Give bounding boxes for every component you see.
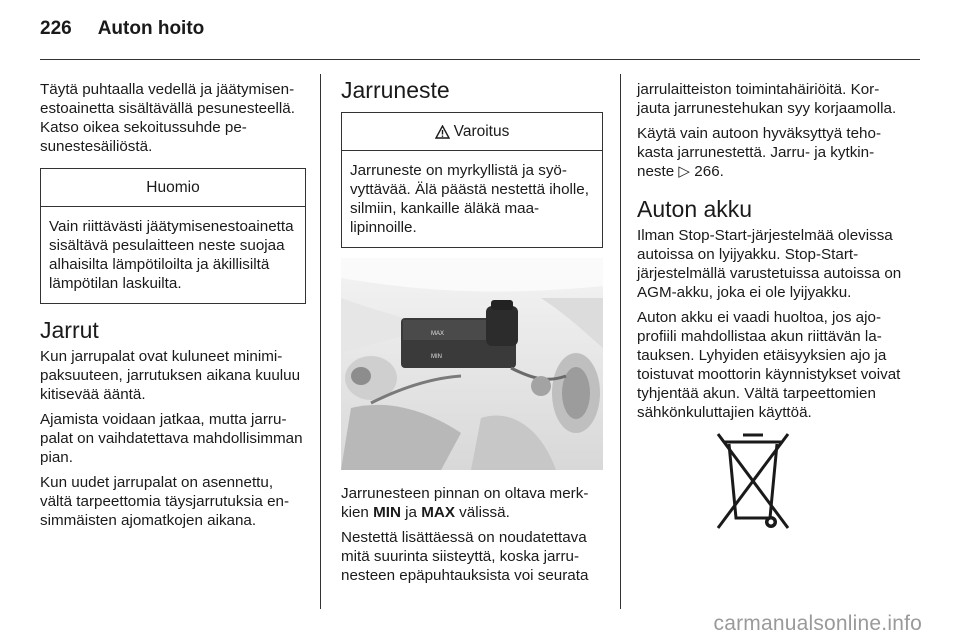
section-heading-battery: Auton akku [637, 196, 753, 222]
text-segment: ja [400, 504, 422, 521]
approved-fluid-paragraph [637, 124, 903, 181]
crossed-out-wheelie-bin-icon [713, 430, 793, 536]
brakes-paragraph-3: Kun uudet jarrupalat on asennettu, vältä tarpeettomia täysjarrutuksia ensimmäisten ajomatkojen aikana. [40, 474, 290, 529]
column-right [637, 80, 903, 536]
photo-max-label: MAX [431, 331, 445, 337]
page-number: 226 [40, 18, 72, 39]
warning-triangle-icon [435, 125, 450, 139]
note-title: Huomio [41, 169, 305, 207]
note-box [40, 168, 306, 304]
section-heading-brake-fluid: Jarruneste [341, 77, 450, 103]
note-body: Vain riittävästi jäätymisenestoainetta sisältävä pesulaitteen neste suojaa alhaisilta lämpötiloilta ja äkillisiltä lämpötilan laskuilta. [49, 218, 294, 292]
text-segment: . [719, 163, 724, 180]
photo-min-label: MIN [431, 354, 442, 360]
column-divider [320, 74, 321, 609]
max-mark: MAX [421, 504, 455, 521]
brakes-paragraph-1: Kun jarrupalat ovat kuluneet minimipaksuuteen, jarrutuksen aikana kuuluu kitisevää ääntä. [40, 348, 301, 403]
warning-header [342, 113, 602, 151]
brake-fluid-level-paragraph [341, 484, 603, 522]
text-segment: Jarrunesteen pinnan on oltava merkkien [341, 485, 589, 521]
brakes-paragraph-2: Ajamista voidaan jatkaa, mutta jarrupalat on vaihdatettava mahdollisimman pian. [40, 411, 303, 466]
text-segment: välissä. [454, 504, 510, 521]
brake-fluid-cleanliness-paragraph: Nestettä lisättäessä on noudatettava mitä suurinta siisteyttä, koska jarrunesteen epäpuhtauksista voi seurata [341, 529, 589, 584]
brake-fluid-continued-paragraph: jarrulaitteiston toimintahäiriöitä. Korjauta jarrunestehukan syy korjaamolla. [637, 81, 897, 117]
column-divider [620, 74, 621, 609]
battery-paragraph-2: Auton akku ei vaadi huoltoa, jos ajoprofiili mahdollistaa akun riittävän latauksen. Lyhyiden etäisyyksien ajo ja toistuvat moottorin käynnistykset voivat tyhjentää akun. Vältä tarpeettomien sähkönkuluttajien käyttöä. [637, 309, 901, 421]
brake-fluid-reservoir-photo [341, 258, 603, 470]
header-rule [40, 59, 920, 60]
page-ref-arrow-icon: ▷ [678, 163, 691, 180]
page-title: Auton hoito [97, 18, 205, 39]
page-reference-link[interactable]: 266 [694, 163, 720, 180]
page-header [40, 18, 204, 40]
warning-body: Jarruneste on myrkyllistä ja syövyttävää. Älä päästä nestettä iholle, silmiin, kankaille äläkä maalipinnoille. [350, 162, 589, 236]
min-mark: MIN [373, 504, 401, 521]
watermark: carmanualsonline.info [713, 612, 922, 635]
column-left [40, 80, 306, 536]
warning-box [341, 112, 603, 248]
text-segment: Käytä vain autoon hyväksyttyä tehokasta jarrunestettä. Jarru- ja kytkinneste [637, 125, 881, 180]
column-middle [341, 77, 603, 591]
section-heading-brakes: Jarrut [40, 317, 99, 343]
washer-fluid-paragraph: Täytä puhtaalla vedellä ja jäätymisenestoainetta sisältävällä pesunesteellä. Katso oikea sekoitussuhde pesunestesäiliöstä. [40, 81, 295, 155]
battery-paragraph-1: Ilman Stop-Start-järjestelmää olevissa autoissa on lyijyakku. Stop-Start-järjestelmällä varustetuissa autoissa on AGM-akku, joka ei ole lyijyakku. [637, 227, 902, 301]
warning-title: Varoitus [453, 123, 510, 140]
